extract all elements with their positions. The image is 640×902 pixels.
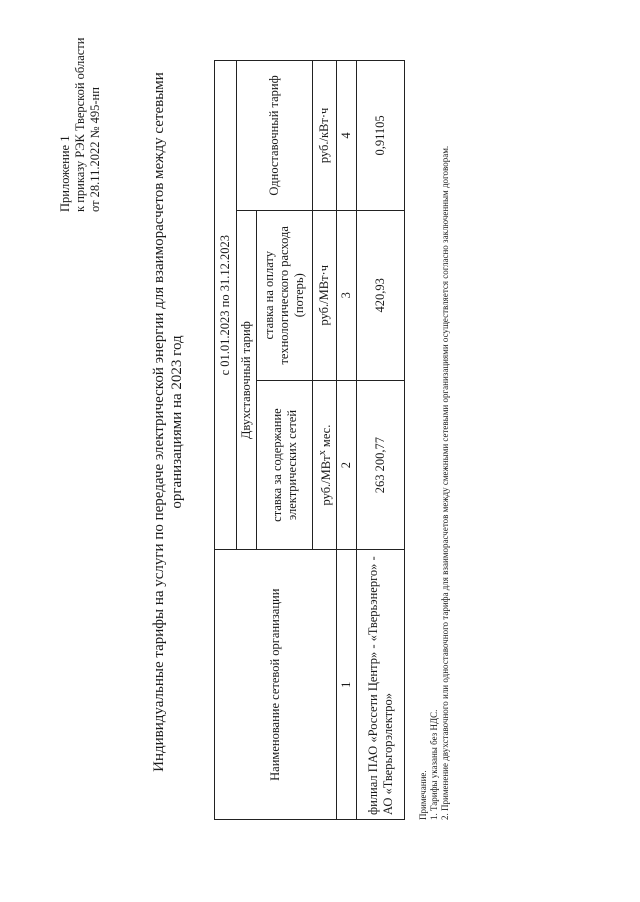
- losses-value: 420,93: [357, 210, 405, 380]
- two-rate-header: Двухставочный тариф: [237, 210, 257, 550]
- notes-heading: Примечание.: [418, 770, 428, 820]
- maintenance-unit: руб./МВт$^x$ мес.: [313, 380, 337, 550]
- title-line-2: организациями на 2023 год: [169, 335, 185, 509]
- org-name-header: Наименование сетевой организации: [215, 550, 337, 820]
- losses-unit: руб./МВт·ч: [313, 210, 337, 380]
- appendix-line-2: к приказу РЭК Тверской области: [73, 37, 87, 212]
- col-number-2: 2: [337, 380, 357, 550]
- col-number-4: 4: [337, 61, 357, 211]
- table-row: [357, 61, 405, 820]
- maintenance-value: 263 200,77: [357, 380, 405, 550]
- col-number-3: 3: [337, 210, 357, 380]
- one-rate-value: 0,91105: [357, 61, 405, 211]
- one-rate-unit: руб./кВт·ч: [313, 61, 337, 211]
- appendix-line-1: Приложение 1: [58, 135, 72, 212]
- maintenance-rate-header: ставка за содержание электрических сетей: [257, 380, 313, 550]
- tariff-table: [214, 60, 405, 820]
- col-number-1: 1: [337, 550, 357, 820]
- one-rate-header: Одноставочный тариф: [237, 61, 313, 211]
- document-title: [150, 52, 186, 792]
- appendix-line-3: от 28.11.2022 № 495-нп: [88, 87, 102, 212]
- appendix-header: [58, 12, 103, 212]
- title-line-1: Индивидуальные тарифы на услуги по передаче электрической энергии для взаиморасчетов между сетевыми: [151, 72, 167, 772]
- org-name-cell: филиал ПАО «Россети Центр» - «Тверьэнерго» - АО «Тверьгорэлектро»: [357, 550, 405, 820]
- notes: [418, 60, 451, 820]
- losses-rate-header: ставка на оплату технологического расхода (потерь): [257, 210, 313, 380]
- note-item-1: 1. Тарифы указаны без НДС.: [429, 709, 439, 820]
- note-item-2: 2. Применение двухставочного или одноставочного тарифа для взаиморасчетов между смежными сетевыми организациями осуществляется согласно заключенным договорам.: [440, 145, 450, 820]
- period-header: с 01.01.2023 по 31.12.2023: [215, 61, 237, 550]
